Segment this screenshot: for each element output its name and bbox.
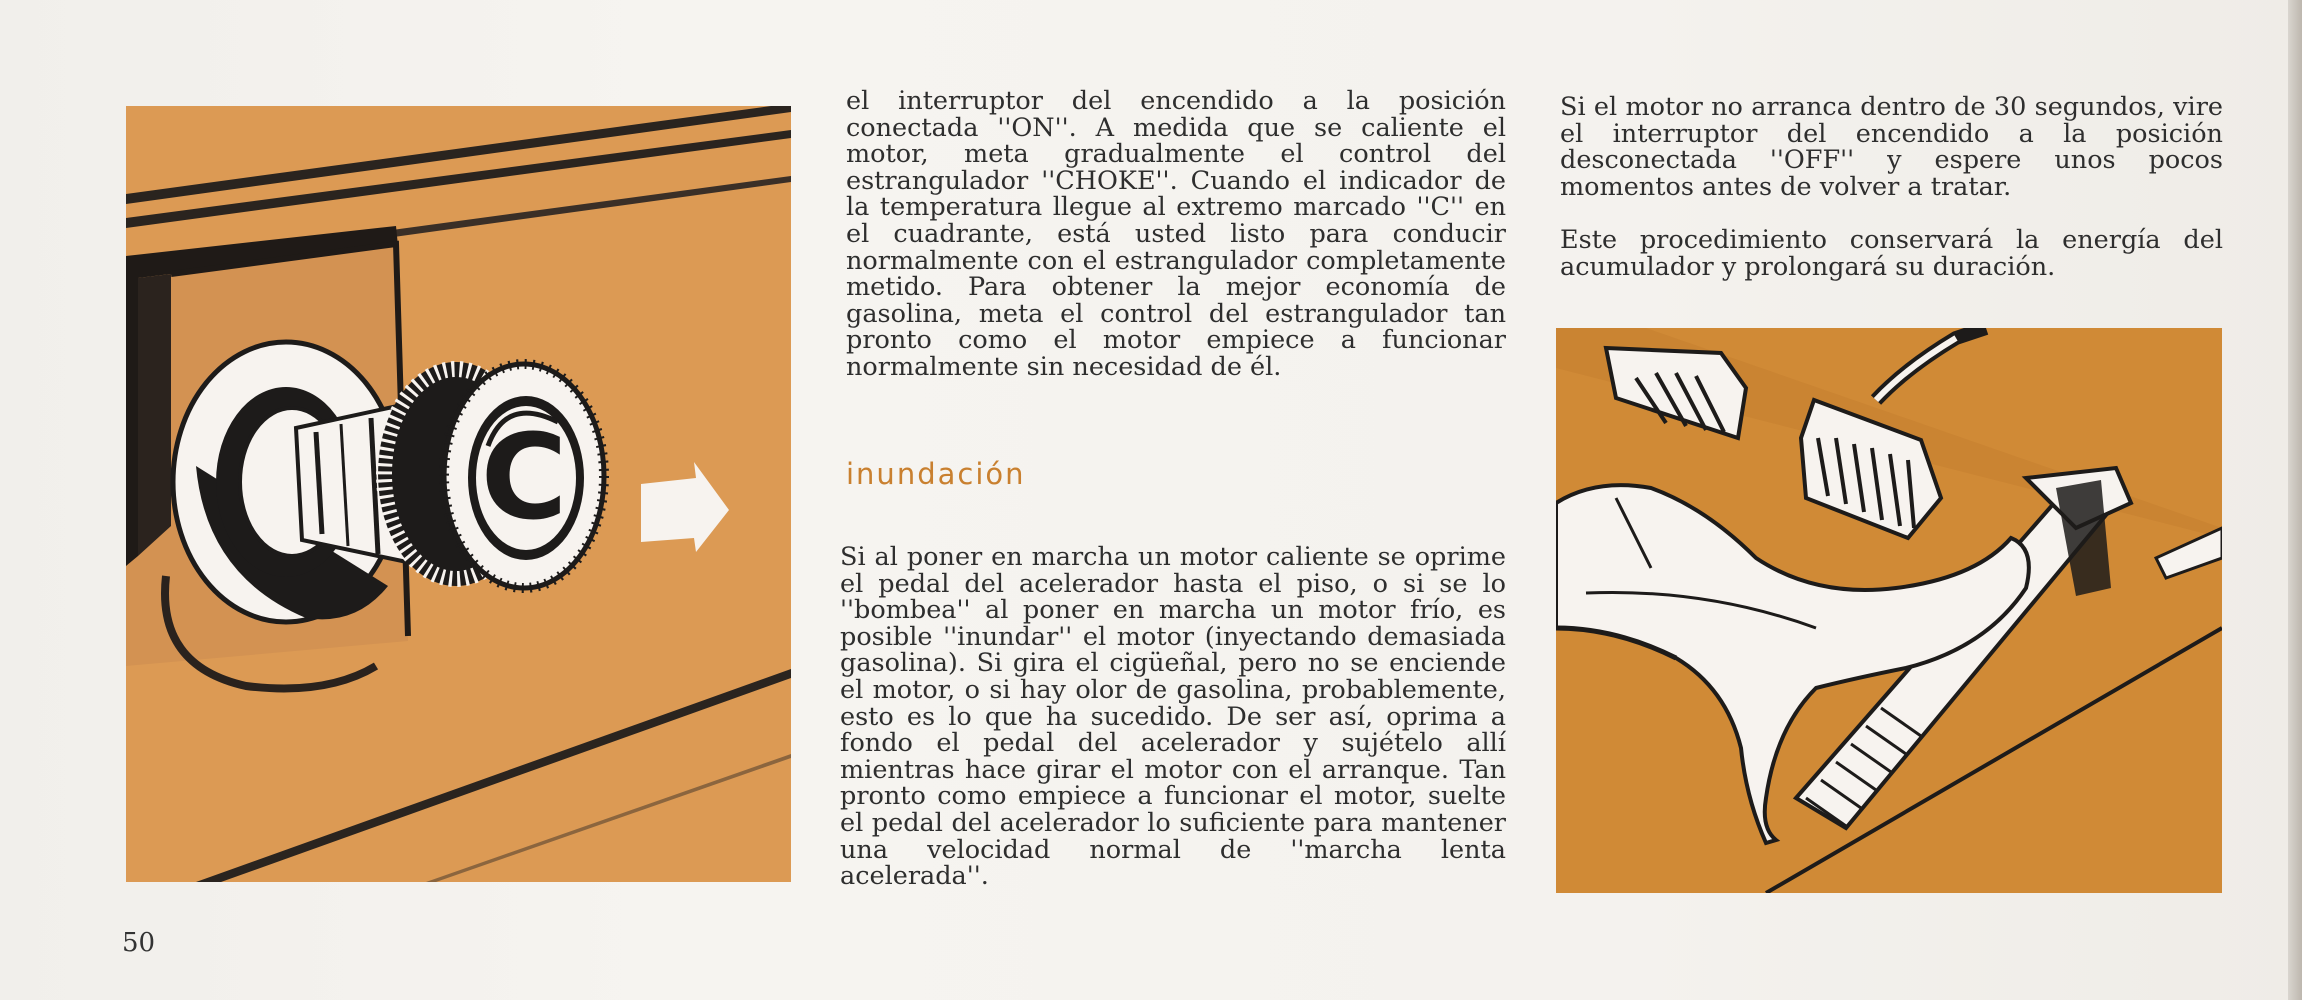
text-column-middle-bottom — [840, 544, 1506, 890]
choke-knob-illustration — [126, 106, 791, 882]
choke-knob-letter: C — [480, 408, 568, 546]
text-column-right-2 — [1560, 227, 2223, 280]
page-edge — [2288, 0, 2302, 1000]
text-column-right-1 — [1560, 94, 2223, 200]
flooding-paragraph: Si al poner en marcha un motor caliente se oprime el pedal del acelerador hasta el piso, o si se lo ''bombea'' al poner en marcha un motor frío, es posible ''inundar'' el motor (inyectando demasiada gasolina). Si gira el cigüeñal, pero no se enciende el motor, o si hay olor de gasolina, probablemente, esto es lo que ha sucedido. De ser así, oprima a fondo el pedal del acelerador y sujételo allí mientras hace girar el motor con el arranque. Tan pronto como empiece a funcionar el motor, suelte el pedal del acelerador lo suficiente para mantener una velocidad normal de ''marcha lenta acelerada''. — [840, 542, 1506, 892]
choke-instructions-paragraph: el interruptor del encendido a la posición conectada ''ON''. A medida que se caliente el motor, meta gradualmente el control del estrangulador ''CHOKE''. Cuando el indicador de la temperatura llegue al extremo marcado ''C'' en el cuadrante, está usted listo para conducir normalmente con el estrangulador completamente metido. Para obtener la mejor economía de gasolina, meta el control del estrangulador tan pronto como el motor empiece a funcionar normalmente sin necesidad de él. — [846, 86, 1506, 382]
text-column-middle-top — [846, 88, 1506, 381]
battery-paragraph: Este procedimiento conservará la energía del acumulador y prolongará su duración. — [1560, 225, 2223, 282]
section-heading-inundacion: inundación — [846, 457, 1026, 491]
no-start-paragraph: Si el motor no arranca dentro de 30 segundos, vire el interruptor del encendido a la posición desconectada ''OFF'' y espere unos pocos momentos antes de volver a tratar. — [1560, 92, 2223, 202]
page-number: 50 — [122, 928, 156, 958]
accelerator-pedal-illustration — [1556, 328, 2222, 893]
